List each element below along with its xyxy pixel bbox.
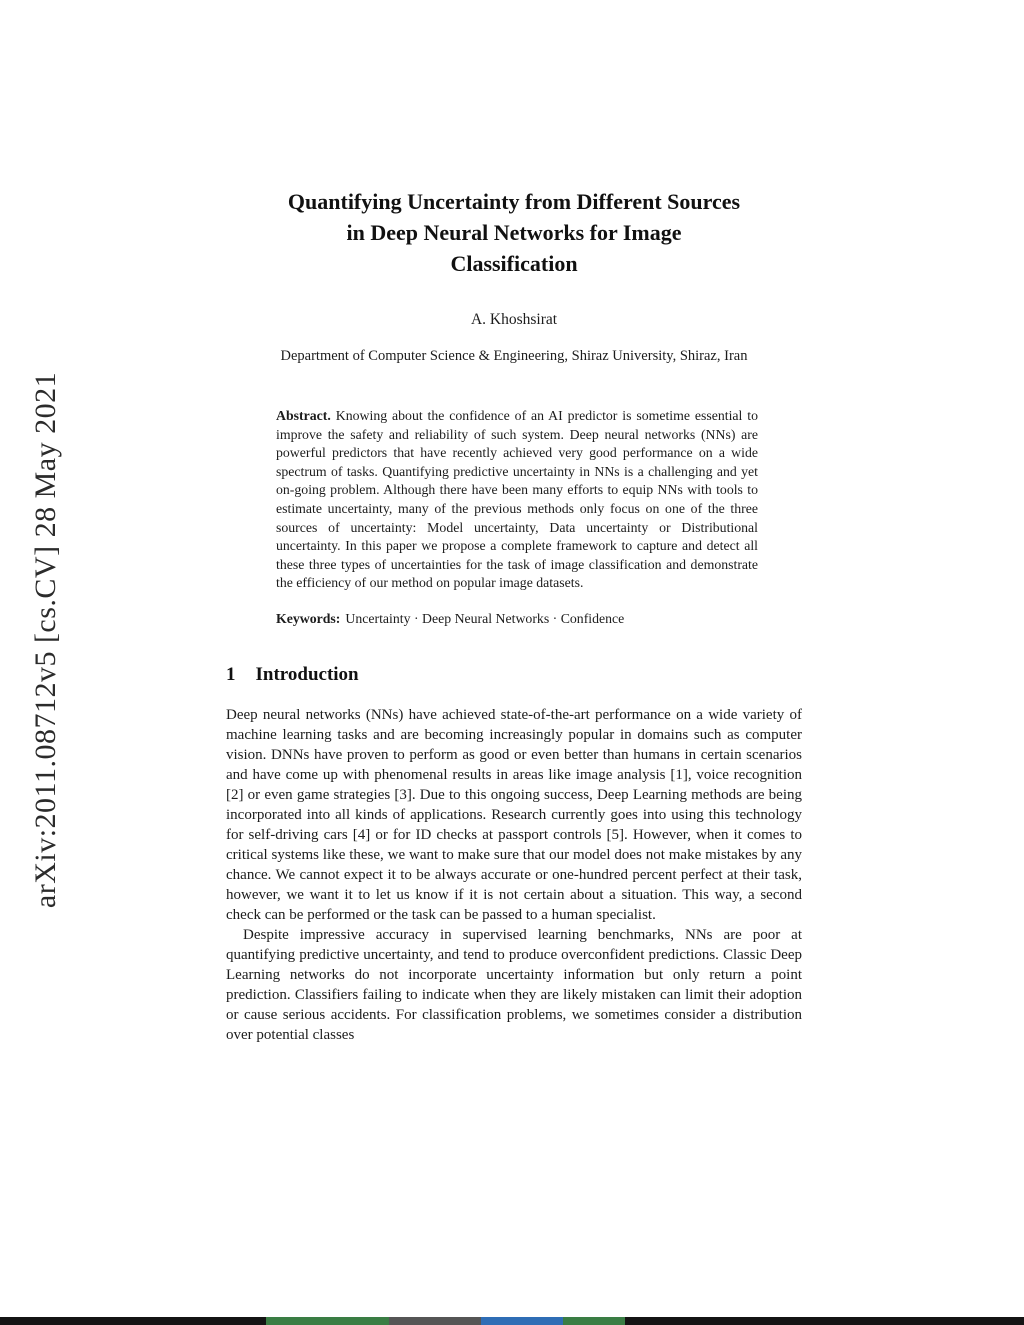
section-title: Introduction bbox=[255, 663, 359, 685]
abstract-label: Abstract. bbox=[276, 408, 331, 423]
bottom-strip-segment bbox=[481, 1317, 563, 1325]
section-number: 1 bbox=[226, 663, 236, 685]
abstract-text: Knowing about the confidence of an AI predictor is sometime essential to improve the safety and reliability of such system. Deep neural networks (NNs) are powerful predictors that have recently achieved very good performance on a wide spectrum of tasks. Quantifying predictive uncertainty in NNs is a challenging and yet on-going problem. Although there have been many efforts to equip NNs with tools to estimate uncertainty, many of the previous methods only focus on one of the three sources of uncertainty: Model uncertainty, Data uncertainty or Distributional uncertainty. In this paper we propose a complete framework to capture and detect all these three types of uncertainties for the task of image classification and demonstrate the efficiency of our method on popular image datasets. bbox=[276, 408, 758, 591]
bottom-strip-segment bbox=[0, 1317, 266, 1325]
title-line-2: in Deep Neural Networks for Image bbox=[346, 220, 682, 245]
author-affiliation: Department of Computer Science & Engineering, Shiraz University, Shiraz, Iran bbox=[280, 348, 748, 364]
keywords bbox=[276, 610, 758, 629]
abstract bbox=[276, 407, 758, 593]
keywords-text: Uncertainty · Deep Neural Networks · Confidence bbox=[345, 610, 625, 626]
paragraph-2: Despite impressive accuracy in supervised learning benchmarks, NNs are poor at quantifying predictive uncertainty, and tend to produce overconfident predictions. Classic Deep Learning networks do not incorporate uncertainty information but only return a point prediction. Classifiers failing to indicate when they are likely mistaken can limit their adoption or cause serious accidents. For classification problems, we sometimes consider a distribution over potential classes bbox=[226, 926, 802, 1043]
bottom-strip-segment bbox=[625, 1317, 1024, 1325]
paragraph-1: Deep neural networks (NNs) have achieved state-of-the-art performance on a wide variety of machine learning tasks and are becoming increasingly popular in domains such as computer vision. DNNs have proven to perform as good or even better than humans in certain scenarios and have come up with phenomenal results in areas like image analysis [1], voice recognition [2] or even game strategies [3]. Due to this ongoing success, Deep Learning methods are being incorporated into all kinds of applications. Research currently goes into using this technology for self-driving cars [4] or for ID checks at passport controls [5]. However, when it comes to critical systems like these, we want to make sure that our model does not make mistakes by any chance. We cannot expect it to be always accurate or one-hundred percent perfect at their task, however, we want it to let us know if it is not certain about a situation. This way, a second check can be performed or the task can be passed to a human specialist. bbox=[226, 706, 802, 923]
keywords-label: Keywords: bbox=[276, 610, 341, 626]
title-line-1: Quantifying Uncertainty from Different Sources bbox=[287, 189, 741, 214]
bottom-strip bbox=[0, 1317, 1024, 1325]
bottom-strip-segment bbox=[389, 1317, 481, 1325]
arxiv-watermark: arXiv:2011.08712v5 [cs.CV] 28 May 2021 bbox=[29, 371, 62, 909]
bottom-strip-segment bbox=[266, 1317, 389, 1325]
section-heading-introduction bbox=[226, 664, 802, 686]
title-line-3: Classification bbox=[450, 251, 578, 276]
paper-title bbox=[226, 186, 802, 279]
bottom-strip-segment bbox=[563, 1317, 624, 1325]
paper-content bbox=[226, 0, 802, 1045]
author-name: A. Khoshsirat bbox=[470, 311, 558, 328]
